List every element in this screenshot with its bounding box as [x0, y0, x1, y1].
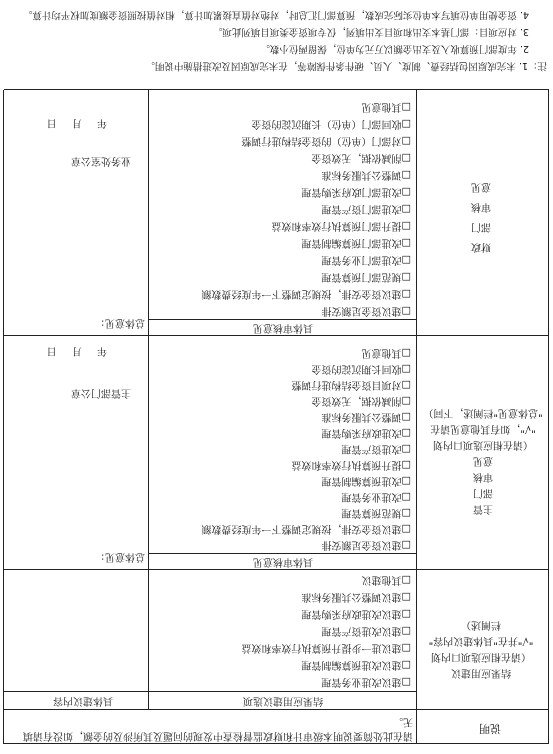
header-right-text: 请在此处简要说明本级审计和财政监督检查中发现的问题及其所涉及的金额，如没有请填无。: [23, 716, 413, 741]
header-left-label: 说明: [479, 722, 501, 735]
s2-seal: 主管部门公章: [71, 387, 131, 398]
s2-option[interactable]: □对项目资金结构进行调整: [291, 379, 411, 390]
frame-bottom: [4, 89, 549, 90]
s1-option[interactable]: □建议改进政府采购管理: [301, 608, 411, 619]
s3-option[interactable]: □建议资金足额安排: [321, 305, 411, 316]
s2-option[interactable]: □建议资金安排，按规定调整下一年度经费数额: [201, 523, 411, 534]
s3-option[interactable]: □提升部门预算执行效率和效益: [271, 220, 411, 231]
mid-right-divider: [148, 570, 149, 710]
s3-option[interactable]: □改进部门业务管理: [321, 254, 411, 265]
s3-option[interactable]: □规范部门预算管理: [321, 271, 411, 282]
note-line: 3. 对应项目：部门基本支出和项目支出填列，仅专项资金类项目填列此项。: [212, 26, 529, 37]
s3-option[interactable]: □改进部门资产管理: [321, 203, 411, 214]
s3-seal: 业务处室公章: [71, 155, 131, 166]
s3-option[interactable]: □削减依据，无效资金: [311, 152, 411, 163]
s2-option[interactable]: □改进预算编制管理: [321, 475, 411, 486]
s2-option[interactable]: □规范预算管理: [341, 507, 411, 518]
s1-option[interactable]: □建议改进业务管理: [321, 676, 411, 687]
s3-option[interactable]: □改进部门预算编制管理: [301, 237, 411, 248]
s2-option[interactable]: □其他意见: [361, 347, 411, 358]
s2-option[interactable]: □提升预算执行效率和效益: [291, 459, 411, 470]
s2-title: 具体审核意见: [253, 556, 313, 567]
s1-option[interactable]: □建议改进预算编制管理: [301, 659, 411, 670]
frame-top: [4, 743, 549, 744]
section1-label: 结果应用建议 （请在相应选项口内划 "√"并在"具体建议内容" 栏阐述）: [428, 619, 534, 678]
note-line: 4. 资金使用单位填写本单位实际完成数，预算部门汇总时，对绝对值直接累加计算，相对值按照资金额度加权平均计算。: [22, 9, 529, 20]
s2-option[interactable]: □改进业务管理: [341, 491, 411, 502]
section1-divider: [4, 569, 549, 570]
s2-overall-label: 总体意见：: [95, 551, 145, 562]
s3-option[interactable]: □收回部门（单位）长期沉淀的资金: [251, 118, 411, 129]
frame-left: [548, 90, 549, 744]
s2-option[interactable]: □削减依据，无效资金: [311, 395, 411, 406]
s3-title: 具体审核意见: [253, 322, 313, 333]
s2-option[interactable]: □收回长期沉淀的资金: [311, 363, 411, 374]
label-col-divider-top: [416, 90, 417, 744]
s1-option[interactable]: □建议改进资产管理: [321, 625, 411, 636]
col-header-right: 具体建议内容: [53, 695, 113, 706]
s3-option[interactable]: □建议资金安排，按规定调整下一年度经费数额: [201, 288, 411, 299]
s3-option[interactable]: □其他意见: [361, 101, 411, 112]
s3-date: 年 月 日: [46, 117, 107, 128]
s1-option[interactable]: □建议调整公共服务标准: [301, 591, 411, 602]
footnotes: [7, 6, 547, 74]
s2-right-divider: [148, 90, 149, 570]
col-header-mid: 结果应用建议选项: [243, 695, 323, 706]
header-divider: [4, 709, 549, 710]
note-line: 2. 年度部门预算收入及支出金额以万元为单位，保留两位小数。: [260, 43, 529, 54]
s2-title-divider: [149, 553, 417, 554]
s1-option[interactable]: □建议进一步提升预算执行效率和效益: [241, 642, 411, 653]
s3-overall-label: 总体意见：: [95, 317, 145, 328]
frame-right: [3, 90, 4, 744]
s3-option[interactable]: □改进部门政府采购管理: [301, 186, 411, 197]
s2-option[interactable]: □建议资金足额安排: [321, 539, 411, 550]
section3-label: 财政 部门 审核 意见: [471, 181, 491, 252]
s3-option[interactable]: □对部门（单位）的资金结构进行调整: [241, 135, 411, 146]
s2-option[interactable]: □改进政府采购管理: [321, 427, 411, 438]
s2-option[interactable]: □调整公共服务标准: [321, 411, 411, 422]
s3-title-divider: [149, 319, 417, 320]
s2-date: 年 月 日: [46, 345, 107, 356]
s2-option[interactable]: □改进资产管理: [341, 443, 411, 454]
section2-label: 主管 部门 审核 意见 （请在相应选项口内划 "√"，如有其他意见请在 "总体意见"栏阐述，下同）: [423, 407, 543, 514]
section2-divider: [4, 335, 549, 336]
s1-option[interactable]: □其他建议: [361, 574, 411, 585]
note-line: 注：1. 未完成原因包括经费、制度、人员、硬件条件保障等，在未完成原因及改进措施中说明。: [145, 60, 547, 71]
s3-option[interactable]: □调整公共服务标准: [321, 169, 411, 180]
colheader-divider: [4, 691, 417, 692]
